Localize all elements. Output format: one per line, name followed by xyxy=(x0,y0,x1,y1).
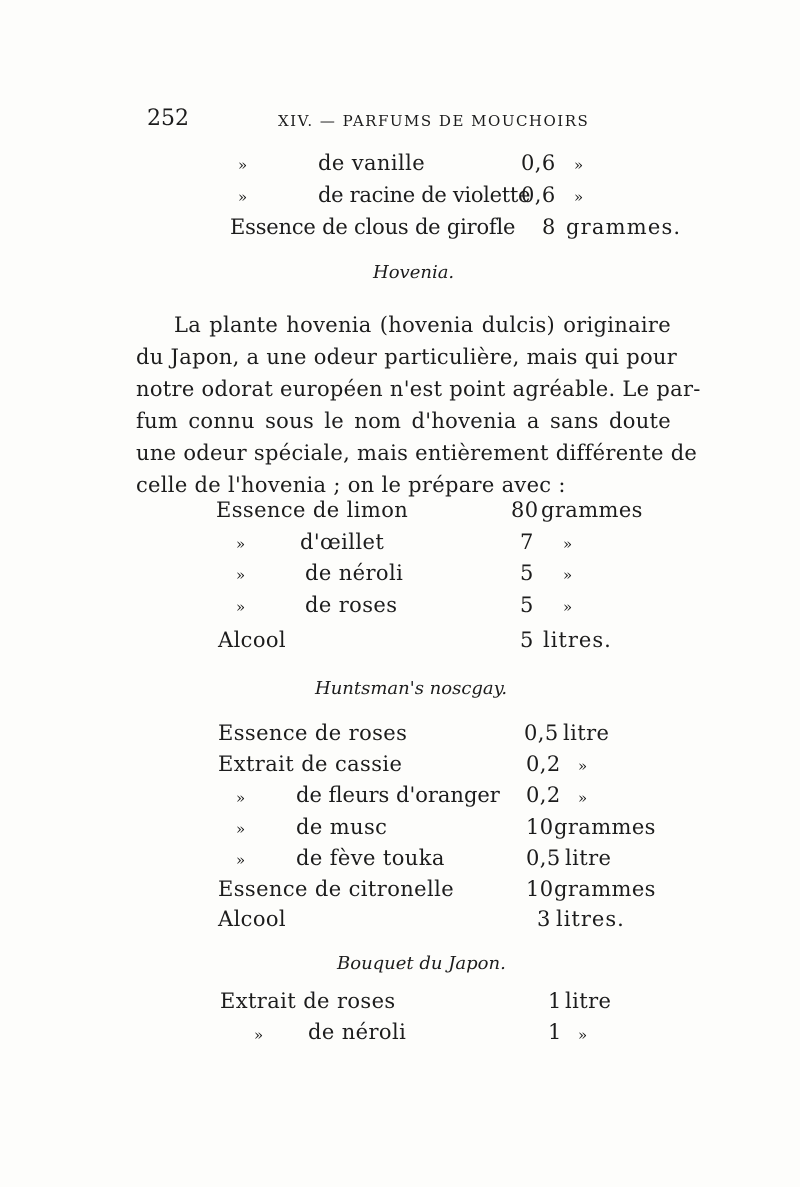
ingredient-amount: 10 xyxy=(526,815,554,839)
ingredient-unit: grammes xyxy=(554,815,656,839)
ditto-mark: » xyxy=(236,566,246,584)
ingredient-name: Alcool xyxy=(218,628,287,652)
section-title-japon: Bouquet du Japon. xyxy=(337,953,506,974)
ingredient-unit: » xyxy=(578,1026,588,1044)
ingredient-name: de néroli xyxy=(308,1020,407,1044)
ingredient-amount: 1 xyxy=(548,1020,562,1044)
paragraph-line: notre odorat européen n'est point agréable. Le par- xyxy=(136,377,701,401)
ingredient-name: d'œillet xyxy=(300,530,385,554)
ingredient-unit: litre xyxy=(565,846,612,870)
ingredient-name: de musc xyxy=(296,815,388,839)
ditto-mark: » xyxy=(236,535,246,553)
ingredient-name: Essence de clous de girofle xyxy=(230,215,516,239)
ingredient-unit: grammes. xyxy=(566,215,682,239)
ingredient-amount: 5 xyxy=(520,561,534,585)
section-title-huntsman: Huntsman's noscgay. xyxy=(315,678,508,699)
ingredient-name: Essence de limon xyxy=(216,498,409,522)
ingredient-name: Alcool xyxy=(218,907,287,931)
hovenia-paragraph xyxy=(136,309,701,501)
ditto-mark: » xyxy=(236,789,246,807)
ingredient-unit: » xyxy=(574,188,584,206)
ingredient-name: de fève touka xyxy=(296,846,445,870)
ingredient-unit: litres. xyxy=(543,628,612,652)
ditto-mark: » xyxy=(238,188,248,206)
ingredient-name: de roses xyxy=(305,593,398,617)
ditto-mark: » xyxy=(238,156,248,174)
ingredient-unit: » xyxy=(574,156,584,174)
ingredient-amount: 0,6 xyxy=(521,183,556,207)
ingredient-amount: 10 xyxy=(526,877,554,901)
ingredient-unit: litres. xyxy=(556,907,625,931)
ingredient-name: de vanille xyxy=(318,151,426,175)
paragraph-line: du Japon, a une odeur particulière, mais qui pour xyxy=(136,345,678,369)
paragraph-line: celle de l'hovenia ; on le prépare avec : xyxy=(136,473,566,497)
ingredient-unit: » xyxy=(563,566,573,584)
ingredient-unit: » xyxy=(578,789,588,807)
page-number: 252 xyxy=(147,106,189,131)
ingredient-name: Essence de citronelle xyxy=(218,877,455,901)
ingredient-amount: 80 xyxy=(511,498,539,522)
running-title: XIV. — PARFUMS DE MOUCHOIRS xyxy=(278,112,590,130)
ingredient-amount: 0,2 xyxy=(526,752,561,776)
ingredient-unit: litre xyxy=(563,721,610,745)
ingredient-amount: 0,2 xyxy=(526,783,561,807)
ingredient-amount: 1 xyxy=(548,989,562,1013)
ingredient-unit: » xyxy=(563,598,573,616)
ingredient-name: de néroli xyxy=(305,561,404,585)
ingredient-unit: » xyxy=(578,757,588,775)
ingredient-amount: 7 xyxy=(520,530,534,554)
ingredient-amount: 8 xyxy=(542,215,556,239)
ingredient-amount: 5 xyxy=(520,593,534,617)
ditto-mark: » xyxy=(236,851,246,869)
paragraph-line: La plante hovenia (hovenia dulcis) originaire xyxy=(174,313,671,337)
ingredient-name: Extrait de cassie xyxy=(218,752,403,776)
ingredient-name: de racine de violette xyxy=(318,183,531,207)
ingredient-unit: grammes xyxy=(541,498,643,522)
ingredient-name: de fleurs d'oranger xyxy=(296,783,500,807)
ditto-mark: » xyxy=(236,820,246,838)
ingredient-name: Essence de roses xyxy=(218,721,408,745)
ingredient-amount: 0,5 xyxy=(526,846,561,870)
paragraph-line: fum connu sous le nom d'hovenia a sans doute xyxy=(136,409,671,433)
ingredient-amount: 0,5 xyxy=(524,721,559,745)
ingredient-name: Extrait de roses xyxy=(220,989,396,1013)
ditto-mark: » xyxy=(254,1026,264,1044)
ingredient-unit: grammes xyxy=(554,877,656,901)
ingredient-amount: 3 xyxy=(537,907,551,931)
ingredient-amount: 5 xyxy=(520,628,534,652)
ingredient-unit: » xyxy=(563,535,573,553)
ingredient-unit: litre xyxy=(565,989,612,1013)
section-title-hovenia: Hovenia. xyxy=(373,262,455,283)
paragraph-line: une odeur spéciale, mais entièrement différente de xyxy=(136,441,698,465)
ingredient-amount: 0,6 xyxy=(521,151,556,175)
ditto-mark: » xyxy=(236,598,246,616)
